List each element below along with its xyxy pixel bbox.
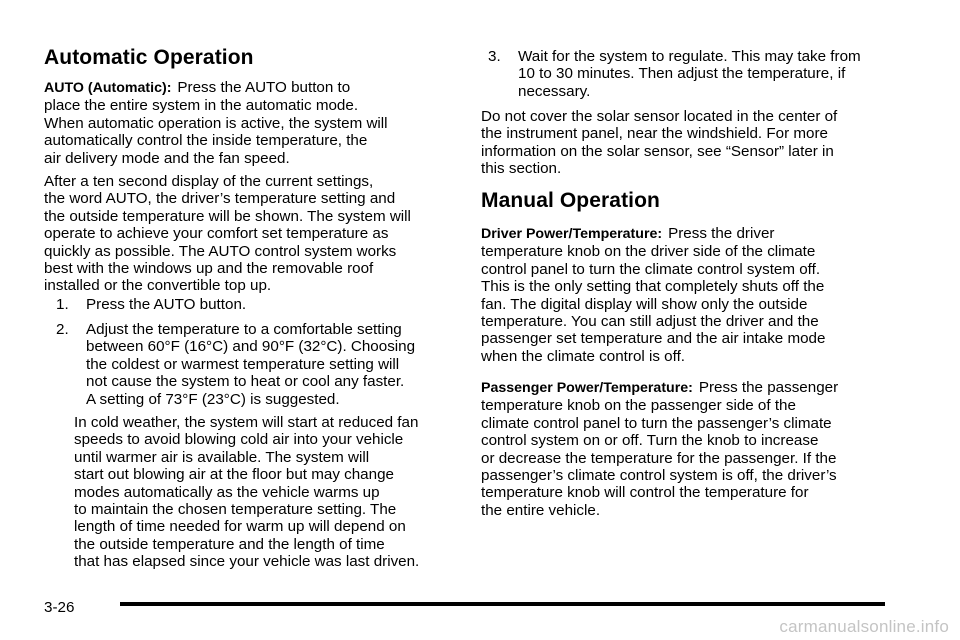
step-3-text: Wait for the system to regulate. This may take from 10 to 30 minutes. Then adjust the temperature, if necessary. <box>518 48 861 100</box>
auto-lead: AUTO (Automatic): <box>44 80 172 96</box>
step-2-text: Adjust the temperature to a comfortable setting between 60°F (16°C) and 90°F (32°C). Choosing the coldest or warmest temperature setting will not cause the system to heat or cool any faster. A setting of 73°F (23°C) is suggested. <box>86 321 416 408</box>
step-2-number: 2. <box>56 321 69 338</box>
section-heading-manual-operation: Manual Operation <box>481 189 660 212</box>
auto-display-paragraph: After a ten second display of the current settings, the word AUTO, the driver’s temperature setting and the outside temperature will be shown. The system will operate to achieve your comfort set temperature as quickly as possible. The AUTO control system works best with the windows up and the removable roof installed or the convertible top up. <box>44 173 411 295</box>
step-1-number: 1. <box>56 296 69 313</box>
footer-rule <box>120 602 885 606</box>
page-number: 3-26 <box>44 599 75 616</box>
driver-paragraph <box>481 225 825 365</box>
auto-paragraph <box>44 79 388 167</box>
driver-text: Press the driver temperature knob on the driver side of the climate control panel to turn the climate control system off. This is the only setting that completely shuts off the fan. The digital display will show only the outside temperature. You can still adjust the driver and the passenger set temperature and the air intake mode when the climate control is off. <box>481 225 826 365</box>
step-1-text: Press the AUTO button. <box>86 296 247 313</box>
passenger-lead: Passenger Power/Temperature: <box>481 380 693 396</box>
section-heading-automatic-operation: Automatic Operation <box>44 46 254 69</box>
step-3-number: 3. <box>488 48 501 65</box>
passenger-text: Press the passenger temperature knob on the passenger side of the climate control panel to turn the passenger’s climate control system on or off. Turn the knob to increase or decrease the temperature for the passenger. If the passenger’s climate control system is off, the driver’s temperature knob will control the temperature for the entire vehicle. <box>481 379 839 519</box>
step-2-continuation: In cold weather, the system will start at reduced fan speeds to avoid blowing cold air into your vehicle until warmer air is available. The system will start out blowing air at the floor but may change modes automatically as the vehicle warms up to maintain the chosen temperature setting. The length of time needed for warm up will depend on the outside temperature and the length of time that has elapsed since your vehicle was last driven. <box>74 414 420 571</box>
passenger-paragraph <box>481 379 838 519</box>
auto-text: Press the AUTO button to place the entire system in the automatic mode. When automatic operation is active, the system will automatically control the inside temperature, the air delivery mode and the fan speed. <box>44 79 388 167</box>
driver-lead: Driver Power/Temperature: <box>481 226 663 242</box>
solar-sensor-paragraph: Do not cover the solar sensor located in the center of the instrument panel, near the windshield. For more information on the solar sensor, see “Sensor” later in this section. <box>481 108 838 178</box>
watermark: carmanualsonline.info <box>779 617 949 636</box>
